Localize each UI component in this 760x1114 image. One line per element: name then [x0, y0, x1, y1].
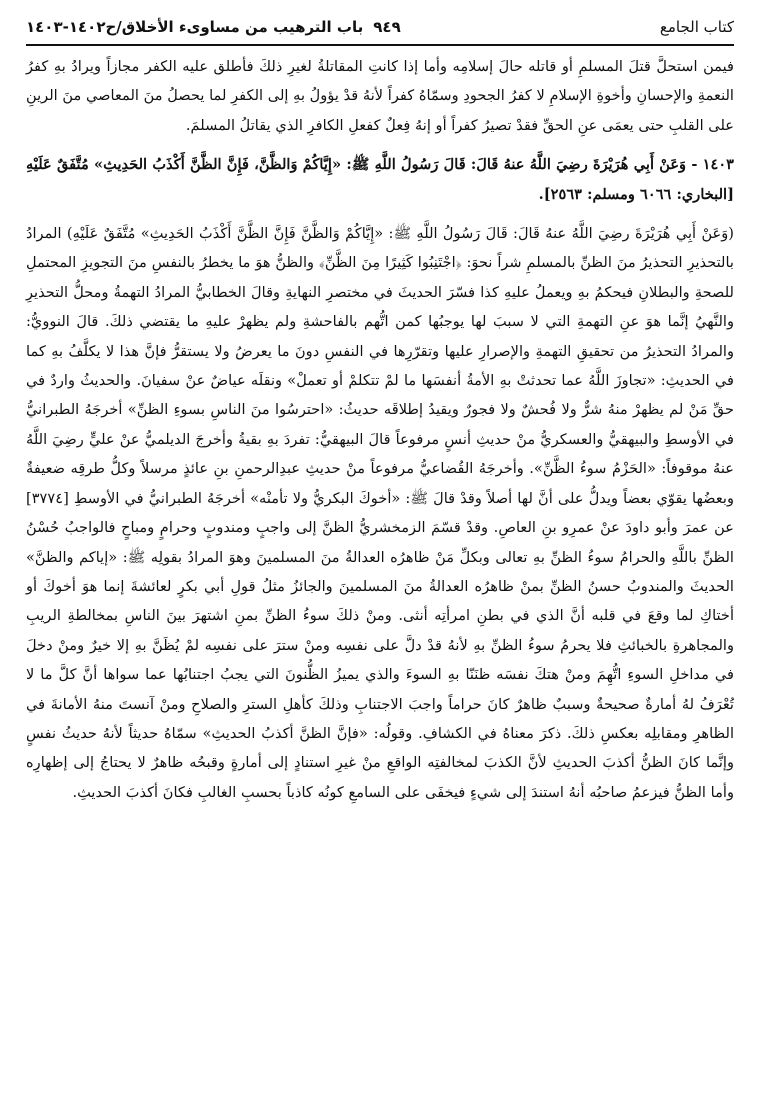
- commentary-paragraph: (وَعَنْ أَبِي هُرَيْرَةَ رضِيَ اللَّهُ عنهُ قَالَ: قَالَ رَسُولُ اللَّهِ ﷺ: «إِيَّاكُمْ وَالظَّنَّ فَإِنَّ الظَّنَّ أَكْذَبُ الحَدِيثِ» مُتَّفَقٌ عَلَيْهِ) المرادُ بالتحذيرِ التحذيرُ منَ الظنِّ بالمسلمِ شراً نحوَ: ﴿اجْتَنِبُوا كَثِيرًا مِنَ الظَّنِّ﴾ والظنُّ هوَ ما يخطرُ بالنفسِ منَ التجويزِ المحتملِ للصحةِ والبطلانِ فيحكمُ بهِ ويعملُ عليهِ كذا فسّرَ الحديثَ في مختصرِ النهايةِ وقالَ الخطابيُّ المرادُ التهمةُ ومحلُّ التحذيرِ والنَّهيُ إنَّما هوَ عنِ التهمةِ التي لا سببَ لها يوجبُها كمن اتُّهم بالفاحشةِ ولم يظهرْ عليهِ ما يقتضي ذلكَ. قالَ النوويُّ: والمرادُ التحذيرُ من تحقيقِ التهمةِ والإصرارِ عليها وتقرّرِها في النفسِ دونَ ما يعرضُ ولا يستقرُّ فإنَّ هذا لا يكلَّفُ بهِ كما في الحديثِ: «تجاوزَ اللَّهُ عما تحدثتْ بهِ الأمةُ أنفسَها ما لمْ تتكلمْ أو تعملْ» ونقلَه عياضٌ عنْ سفيانَ. والحديثُ واردٌ في حقِّ مَنْ لم يظهرْ منهُ شرٌّ ولا فُحشٌ ولا فجورٌ ويقيدُ إطلاقَه حديثُ: «احترسُوا منَ الناسِ بسوءِ الظنِّ» أخرجَهُ الطبرانيُّ في الأوسطِ والبيهقيُّ والعسكريُّ منْ حديثِ أنسٍ مرفوعاً قالَ البيهقيُّ: تفردَ بهِ بقيةُ وأخرجَ الديلميُّ عنْ عليٍّ رضِيَ اللَّهُ عنهُ موقوفاً: «الحَزْمُ سوءُ الظَّنِّ». وأخرجَهُ القُضاعيُّ مرفوعاً منْ حديثِ عبدِالرحمنِ بنِ عائذٍ مرسلاً وكلُّ طرقِه ضعيفةٌ وبعضُها يقوّي بعضاً ويدلُّ على أنَّ لها أصلاً وقدْ قالَ ﷺ: «أخوكَ البكريُّ ولا تأمنْه» أخرجَهُ الطبرانيُّ في الأوسطِ [٣٧٧٤] عن عمرَ وأبو داودَ عنْ عمرِو بنِ العاصِ. وقدْ قسّمَ الزمخشريُّ الظنَّ إلى واجبٍ ومندوبٍ وحرامٍ ومباحٍ فالواجبُ حُسْنُ الظنِّ باللَّهِ والحرامُ سوءُ الظنِّ بهِ تعالى وبكلِّ مَنْ ظاهرُه العدالةُ منَ المسلمينَ وهوَ المرادُ بقولِه ﷺ: «إياكم والظنَّ» الحديثَ والمندوبُ حسنُ الظنِّ بمنْ ظاهرُه العدالةُ منَ المسلمينَ والجائزُ مثلُ قولِ أبي بكرٍ لعائشةَ إنما هوَ أخوكَ أو أختاكِ لما وقعَ في قلبه أنَّ الذي في بطنِ امرأتِه أنثى. ومنْ ذلكَ سوءُ الظنِّ بمنِ اشتهرَ بينَ الناسِ بمخالطةِ الريبِ والمجاهرةِ بالخبائثِ فلا يحرمُ سوءُ الظنِّ بهِ لأنهُ قدْ دلَّ على نفسِه ومنْ سترَ على نفسِه لمْ يُظَنَّ بهِ إلا خيرٌ ومنْ دخلَ في مداخلِ السوءِ اتُّهِمَ ومنْ هتكَ نفسَه ظنَنّا بهِ السوءَ والذي يميزُ الظُّنونَ التي يجبُ اجتنابُها عما سواها أنَّ كلَّ ما لا تُعْرَفُ لهُ أمارةٌ صحيحةٌ وسببٌ ظاهرٌ كانَ حراماً واجبَ الاجتنابِ وذلكَ كأهلِ السترِ والصلاحِ ومنْ آنستَ منهُ الأمانةَ في الظاهرِ ومقابلِه بعكسِ ذلكَ. ذكرَ معناهُ في الكشافِ. وقولُه: «فإنَّ الظنَّ أكذبُ الحديثِ» سمّاهُ حديثاً لأنهُ حديثُ نفسٍ وإنَّما كانَ الظنُّ أكذبَ الحديثِ لأنَّ الكذبَ لمخالفتِه الواقعِ منْ غيرِ استنادٍ إلى أمارةٍ وقبحُه ظاهرٌ لا يحتاجُ إلى إظهارِه وأما الظنُّ فيزعمُ صاحبُه أنهُ استندَ إلى شيءٍ فيخفَى على السامعِ كونُه كاذباً بحسبِ الغالبِ فكانَ أكذبَ الحديثِ.: [26, 225, 734, 801]
- page-body: [26, 52, 734, 807]
- header-center: [26, 18, 401, 36]
- page-number: ٩٤٩: [373, 18, 401, 36]
- page-header: [26, 10, 734, 46]
- hadith-text: ١٤٠٣ - وَعَنْ أَبِي هُرَيْرَةَ رضِيَ اللَّهُ عنهُ قَالَ: قَالَ رَسُولُ اللَّهِ ﷺ: «إِيَّاكُمْ وَالظَّنَّ، فَإِنَّ الظَّنَّ أَكْذَبُ الحَدِيثِ» مُتَّفَقٌ عَلَيْهِ [البخاري: ٦٠٦٦ ومسلم: ٢٥٦٣].: [26, 156, 734, 203]
- paragraph-intro: فيمن استحلَّ قتلَ المسلمِ أو قاتله حالَ إسلامِه وأما إذا كانتِ المقاتلةُ لغيرِ ذلكَ فأطلق عليه الكفر مجازاً ويرادُ بهِ كفرُ النعمةِ والإحسانِ وأخوةِ الإسلامِ لا كفرُ الجحودِ وسمّاهُ كفراً لأنهُ قدْ يؤولُ بهِ إلى الكفرِ لما يحصلُ منَ المعاصي منَ الرينِ على القلبِ حتى يعمَى عنِ الحقِّ فقدْ تصيرُ كفراً أو إنهُ فِعلٌ كفعلِ الكافرِ الذي يقاتلُ المسلمَ.: [26, 58, 734, 134]
- book-title: كتاب الجامع: [659, 18, 734, 36]
- chapter-title: باب الترهيب من مساوىء الأخلاق/ح١٤٠٢-١٤٠٣: [26, 18, 364, 36]
